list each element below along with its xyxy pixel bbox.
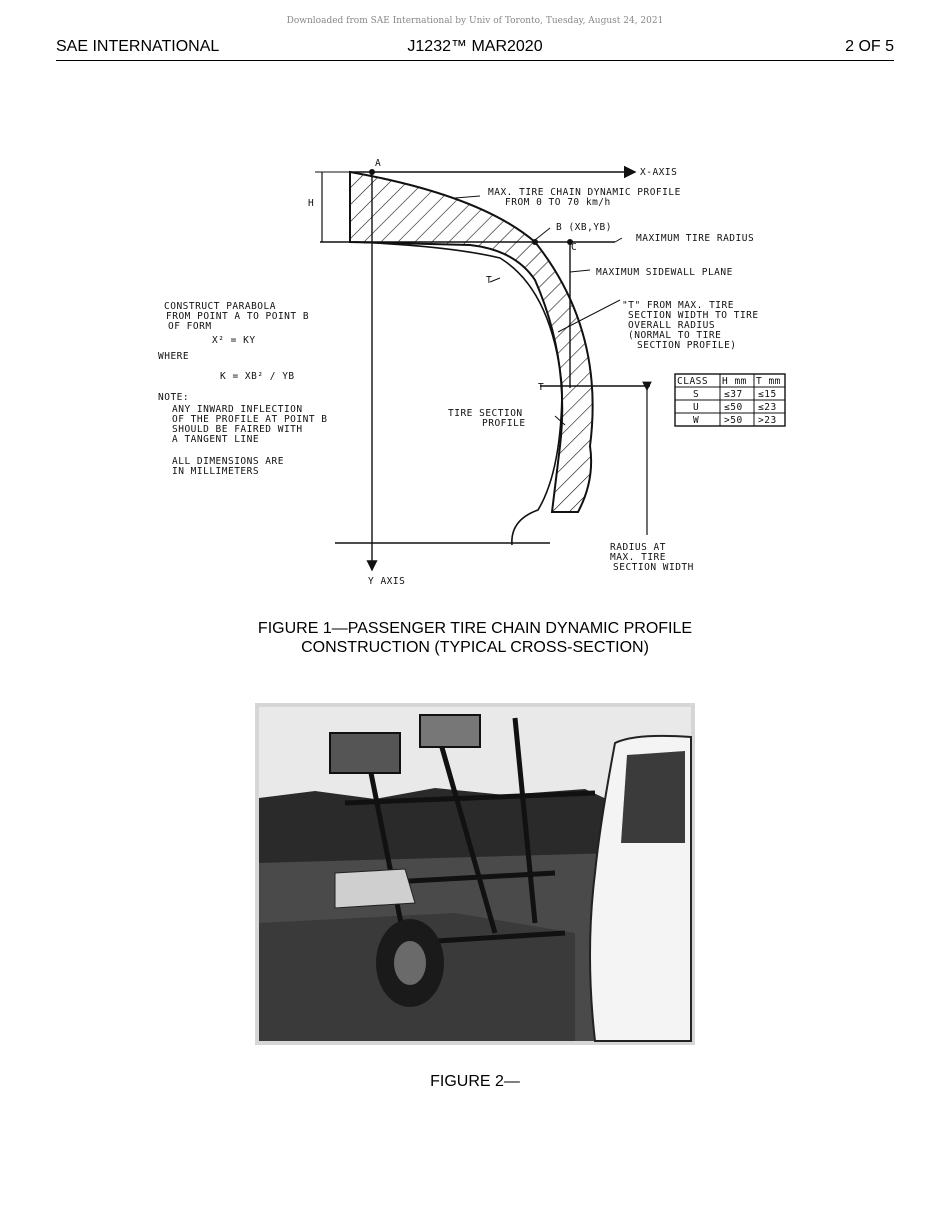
table-row-1-h: ≤37 bbox=[724, 389, 743, 400]
point-a-marker bbox=[369, 169, 375, 175]
label-sidewall: MAXIMUM SIDEWALL PLANE bbox=[596, 267, 733, 278]
sidewall-leader bbox=[570, 270, 590, 272]
tire-hub bbox=[394, 941, 426, 985]
label-note-3: SHOULD BE FAIRED WITH bbox=[172, 424, 303, 435]
table-row-3-class: W bbox=[693, 415, 700, 426]
label-t-note-1: "T" FROM MAX. TIRE bbox=[622, 300, 734, 311]
label-note-4: A TANGENT LINE bbox=[172, 434, 260, 445]
label-note-1: ANY INWARD INFLECTION bbox=[172, 404, 303, 415]
table-row-2-h: ≤50 bbox=[724, 402, 743, 413]
table-row-3-h: >50 bbox=[724, 415, 743, 426]
header-document-id: J1232™ MAR2020 bbox=[407, 38, 543, 55]
label-y-axis: Y AXIS bbox=[368, 576, 406, 587]
rig-box-right bbox=[420, 715, 480, 747]
label-t-lower: T bbox=[538, 382, 545, 393]
table-header-class: CLASS bbox=[677, 376, 709, 387]
figure-2-photo bbox=[255, 703, 695, 1045]
label-max-radius: MAXIMUM TIRE RADIUS bbox=[636, 233, 755, 244]
label-point-b: B (XB,YB) bbox=[556, 222, 612, 233]
profile-leader bbox=[455, 196, 480, 198]
truck-window bbox=[621, 751, 685, 843]
label-k-formula: K = XB² / YB bbox=[220, 371, 295, 382]
table-header-t: T mm bbox=[756, 376, 781, 387]
label-construct-2: FROM POINT A TO POINT B bbox=[166, 311, 310, 322]
rig-box-left bbox=[330, 733, 400, 773]
label-radius-3: SECTION WIDTH bbox=[613, 562, 694, 573]
label-h: H bbox=[308, 198, 315, 209]
label-point-a: A bbox=[375, 158, 382, 169]
table-row-1-t: ≤15 bbox=[758, 389, 777, 400]
point-b-leader bbox=[535, 228, 550, 240]
label-note: NOTE: bbox=[158, 392, 190, 403]
class-table bbox=[675, 374, 785, 426]
label-t-note-4: (NORMAL TO TIRE bbox=[628, 330, 722, 341]
label-section-1: TIRE SECTION bbox=[448, 408, 523, 419]
figure-2-caption: FIGURE 2— bbox=[430, 1073, 520, 1090]
figure-1-caption-line-1: FIGURE 1—PASSENGER TIRE CHAIN DYNAMIC PROFILE bbox=[257, 620, 693, 637]
label-where: WHERE bbox=[158, 351, 190, 362]
download-note: Downloaded from SAE International by Univ of Toronto, Tuesday, August 24, 2021 bbox=[286, 16, 664, 26]
label-point-c: C bbox=[571, 242, 578, 253]
table-row-2-class: U bbox=[693, 402, 700, 413]
label-dims-1: ALL DIMENSIONS ARE bbox=[172, 456, 284, 467]
label-radius-1: RADIUS AT bbox=[610, 542, 666, 553]
label-t-note-3: OVERALL RADIUS bbox=[628, 320, 716, 331]
figure-1-caption-line-2: CONSTRUCTION (TYPICAL CROSS-SECTION) bbox=[301, 639, 649, 656]
table-row-3-t: >23 bbox=[758, 415, 777, 426]
label-construct-1: CONSTRUCT PARABOLA bbox=[164, 301, 276, 312]
label-section-2: PROFILE bbox=[482, 418, 526, 429]
header-organization: SAE INTERNATIONAL bbox=[56, 38, 220, 55]
point-b-marker bbox=[532, 239, 538, 245]
header-page-number: 2 OF 5 bbox=[845, 38, 894, 55]
label-t-note-5: SECTION PROFILE) bbox=[637, 340, 737, 351]
label-t-upper: T bbox=[486, 275, 493, 286]
radius-leader bbox=[615, 238, 622, 242]
label-dims-2: IN MILLIMETERS bbox=[172, 466, 260, 477]
page-header bbox=[56, 38, 894, 61]
table-row-2-t: ≤23 bbox=[758, 402, 777, 413]
label-t-note-2: SECTION WIDTH TO TIRE bbox=[628, 310, 759, 321]
label-profile-2: FROM 0 TO 70 km/h bbox=[505, 197, 611, 208]
label-formula: X² = KY bbox=[212, 335, 256, 346]
label-radius-2: MAX. TIRE bbox=[610, 552, 666, 563]
label-profile-1: MAX. TIRE CHAIN DYNAMIC PROFILE bbox=[488, 187, 681, 198]
table-header-h: H mm bbox=[722, 376, 747, 387]
figure-1-diagram bbox=[150, 150, 800, 590]
label-x-axis: X-AXIS bbox=[640, 167, 678, 178]
label-construct-3: OF FORM bbox=[168, 321, 212, 332]
background-vehicle bbox=[335, 869, 415, 908]
table-row-1-class: S bbox=[693, 389, 700, 400]
label-note-2: OF THE PROFILE AT POINT B bbox=[172, 414, 328, 425]
tire-section-profile bbox=[355, 242, 562, 545]
